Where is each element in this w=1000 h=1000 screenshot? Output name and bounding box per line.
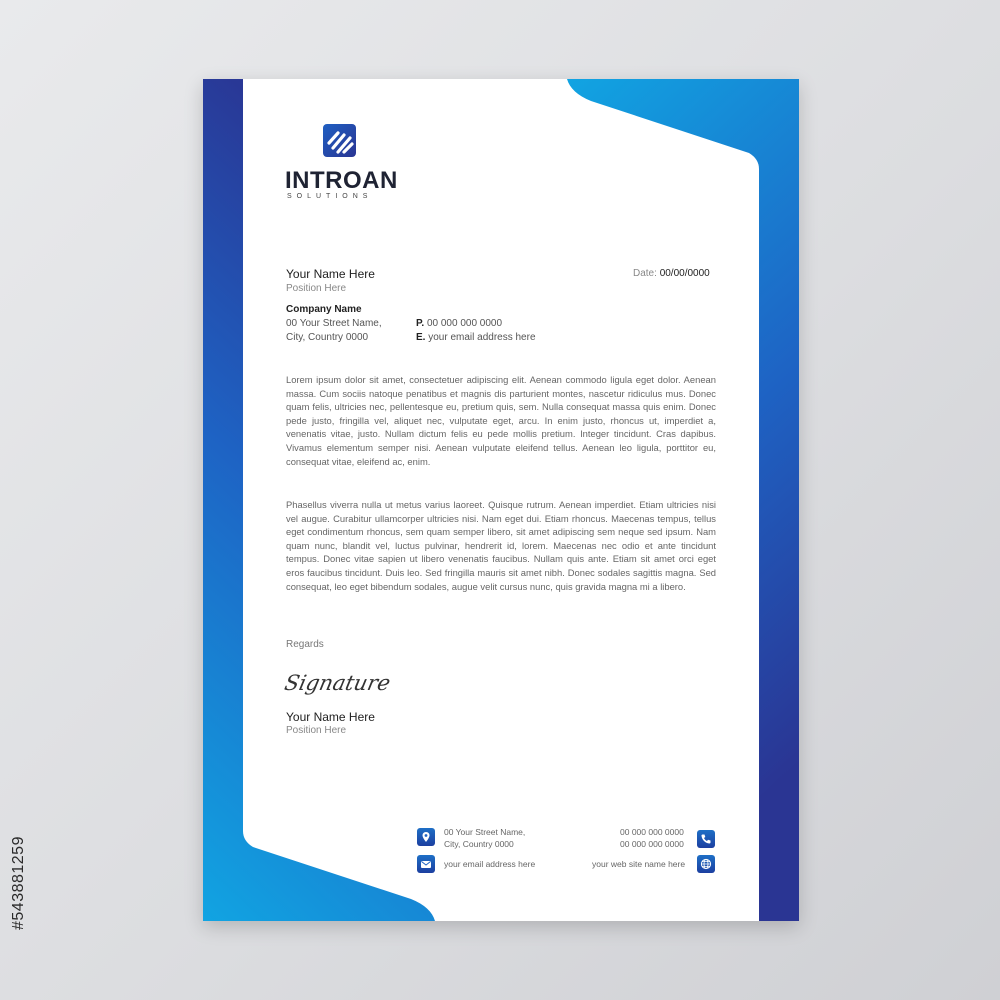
footer-address-line1: 00 Your Street Name, bbox=[444, 827, 526, 837]
footer-address-line2: City, Country 0000 bbox=[444, 839, 514, 849]
company-name: Company Name bbox=[286, 304, 362, 315]
company-email bbox=[416, 331, 536, 345]
closing-regards: Regards bbox=[286, 639, 324, 650]
logo-name: INTROAN bbox=[285, 167, 398, 194]
globe-icon bbox=[697, 855, 715, 873]
company-phone bbox=[416, 317, 502, 331]
sender-name: Your Name Here bbox=[286, 267, 375, 281]
phone-icon bbox=[697, 830, 715, 848]
email-prefix: E. bbox=[416, 332, 426, 343]
date-line bbox=[633, 267, 710, 281]
footer-website: your web site name here bbox=[592, 859, 686, 869]
logo-tagline: SOLUTIONS bbox=[287, 193, 373, 200]
body-paragraph-1: Lorem ipsum dolor sit amet, consectetuer adipiscing elit. Aenean commodo ligula eget dolor. Aenean massa. Cum sociis natoque penatibus et magnis dis parturient montes, nascetur ridiculus mus. Donec quam felis, ultricies nec, pellentesque eu, pretium quis, sem. Nulla consequat massa quis enim. Donec pede justo, fringilla vel, aliquet nec, vulputate eget, arcu. In enim justo, rhoncus ut, imperdiet a, venenatis vitae, justo. Nullam dictum felis eu pede mollis pretium. Integer tincidunt. Cras dapibus. Vivamus elementum semper nisi. Aenean vulputate eleifend tellus. Aenean leo ligula, porttitor eu, consequat vitae, eleifend ac, enim. bbox=[286, 374, 716, 467]
stripes-logo-icon bbox=[323, 124, 356, 157]
date-label: Date: bbox=[633, 268, 657, 279]
body-paragraph-2: Phasellus viverra nulla ut metus varius laoreet. Quisque rutrum. Aenean imperdiet. Etiam ultricies nisi vel augue. Curabitur ullamcorper ultricies nisi. Nam eget dui. Etiam rhoncus. Maecenas tempus, tellus eget condimentum rhoncus, sem quam semper libero, sit amet adipiscing sem neque sed ipsum. Nam quam nunc, blandit vel, luctus pulvinar, hendrerit id, lorem. Maecenas nec odio et ante tincidunt tempus. Donec vitae sapien ut libero venenatis faucibus. Nullam quis ante. Etiam sit amet orci eget eros faucibus tincidunt. Duis leo. Sed fringilla mauris sit amet nibh. Donec sodales sagittis magna. Sed consequat, leo eget bibendum sodales, augue velit cursus nunc, quis gravida magna mi a libero. bbox=[286, 499, 716, 592]
phone-value: 00 000 000 0000 bbox=[426, 318, 503, 329]
signature: Signature bbox=[282, 671, 393, 695]
closing-name: Your Name Here bbox=[286, 710, 375, 724]
company-address-line1: 00 Your Street Name, bbox=[286, 318, 382, 329]
phone-prefix: P. bbox=[416, 318, 425, 329]
company-address-line2: City, Country 0000 bbox=[286, 332, 369, 343]
email-icon bbox=[417, 855, 435, 873]
date-value: 00/00/0000 bbox=[659, 268, 710, 279]
sender-position: Position Here bbox=[286, 283, 347, 294]
location-icon bbox=[417, 828, 435, 846]
footer-phone-1: 00 000 000 0000 bbox=[620, 827, 684, 837]
email-value: your email address here bbox=[428, 332, 536, 343]
footer-phone-2: 00 000 000 0000 bbox=[620, 839, 684, 849]
footer-email: your email address here bbox=[444, 859, 536, 869]
letterhead-page bbox=[203, 79, 799, 921]
closing-position: Position Here bbox=[286, 725, 347, 736]
stock-id: #543881259 bbox=[10, 836, 27, 930]
